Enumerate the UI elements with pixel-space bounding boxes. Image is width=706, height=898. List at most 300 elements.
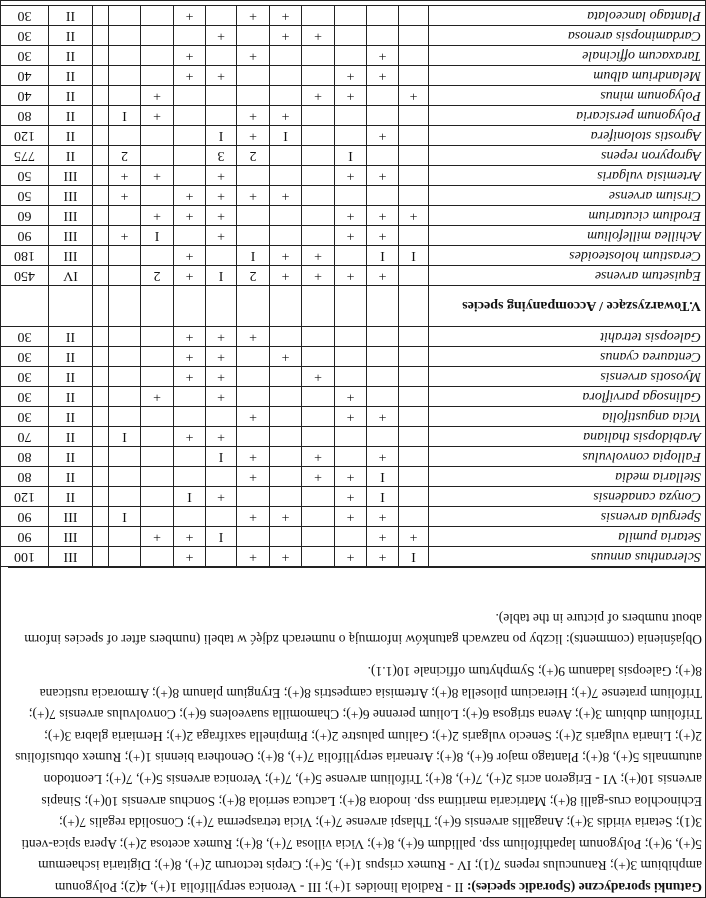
cover-cell: 30 [1, 6, 49, 26]
spacer-cell [93, 387, 109, 407]
constancy-cell: II [49, 106, 93, 126]
record-cell [206, 86, 237, 106]
table-row [1, 6, 706, 26]
spacer-cell [93, 487, 109, 507]
spacer-cell [93, 507, 109, 527]
record-cell [335, 327, 367, 347]
blank-cell [109, 286, 141, 327]
table-row [1, 447, 706, 467]
record-cell [206, 507, 237, 527]
record-cell [335, 347, 367, 367]
species-name: Achillea millefolium [429, 226, 706, 246]
comment-paragraph: Objaśnienia (comments): liczby po nazwach gatunków informują o numerach zdjęć w tabeli (numbers after of species inform about numbers of picture in the table). [24, 610, 702, 648]
record-cell: + [270, 246, 302, 266]
record-cell [237, 387, 270, 407]
spacer-cell [93, 407, 109, 427]
record-cell [174, 106, 206, 126]
spacer-cell [93, 547, 109, 567]
record-cell [141, 447, 174, 467]
record-cell: 2 [109, 146, 141, 166]
cover-cell: 50 [1, 166, 49, 186]
table-row [1, 407, 706, 427]
record-cell [141, 6, 174, 26]
constancy-cell: II [49, 447, 93, 467]
blank-cell [206, 286, 237, 327]
blank-cell [270, 286, 302, 327]
cover-cell: 80 [1, 447, 49, 467]
record-cell [367, 367, 399, 387]
species-name: Stellaria media [429, 467, 706, 487]
table-row [1, 547, 706, 567]
record-cell: + [399, 206, 429, 226]
record-cell [367, 6, 399, 26]
record-cell: + [174, 547, 206, 567]
record-cell [335, 126, 367, 146]
record-cell [367, 387, 399, 407]
record-cell [302, 487, 335, 507]
blank-cell [237, 286, 270, 327]
record-cell: I [206, 447, 237, 467]
record-cell [109, 26, 141, 46]
record-cell: + [399, 527, 429, 547]
record-cell: + [335, 206, 367, 226]
record-cell [174, 146, 206, 166]
spacer-cell [93, 106, 109, 126]
record-cell: I [109, 507, 141, 527]
record-cell [270, 447, 302, 467]
species-name: Fallopia convolvulus [429, 447, 706, 467]
spacer-cell [93, 327, 109, 347]
record-cell: + [367, 126, 399, 146]
record-cell: + [237, 126, 270, 146]
record-cell [335, 26, 367, 46]
record-cell [141, 427, 174, 447]
record-cell: + [174, 327, 206, 347]
record-cell: + [335, 166, 367, 186]
record-cell: I [206, 527, 237, 547]
record-cell: + [302, 246, 335, 266]
record-cell [237, 367, 270, 387]
record-cell: + [206, 226, 237, 246]
record-cell: + [206, 487, 237, 507]
record-cell: + [367, 527, 399, 547]
record-cell: + [237, 407, 270, 427]
constancy-cell: II [49, 467, 93, 487]
species-name: Equisetum arvense [429, 266, 706, 286]
record-cell: + [335, 467, 367, 487]
record-cell: I [237, 246, 270, 266]
record-cell [302, 387, 335, 407]
record-cell [174, 86, 206, 106]
record-cell [302, 427, 335, 447]
record-cell [237, 427, 270, 447]
constancy-cell: II [49, 387, 93, 407]
record-cell [109, 206, 141, 226]
record-cell [367, 427, 399, 447]
record-cell [367, 106, 399, 126]
record-cell [237, 487, 270, 507]
record-cell: + [174, 266, 206, 286]
record-cell [399, 487, 429, 507]
record-cell [399, 226, 429, 246]
record-cell: + [174, 186, 206, 206]
constancy-cell: II [49, 86, 93, 106]
species-name: Spergula arvensis [429, 507, 706, 527]
constancy-cell: III [49, 507, 93, 527]
record-cell: + [270, 266, 302, 286]
record-cell: + [367, 226, 399, 246]
record-cell: + [335, 86, 367, 106]
cover-cell: 450 [1, 266, 49, 286]
record-cell: + [367, 66, 399, 86]
record-cell: I [174, 487, 206, 507]
record-cell: I [367, 467, 399, 487]
constancy-cell: II [49, 367, 93, 387]
spacer-cell [93, 6, 109, 26]
record-cell [141, 146, 174, 166]
record-cell [399, 146, 429, 166]
record-cell: + [174, 527, 206, 547]
blank-cell [399, 286, 429, 327]
record-cell: + [206, 387, 237, 407]
record-cell: 2 [237, 146, 270, 166]
spacer-cell [93, 26, 109, 46]
species-name: Cardaminopsis arenosa [429, 26, 706, 46]
record-cell [302, 527, 335, 547]
table-row [1, 527, 706, 547]
record-cell [302, 407, 335, 427]
record-cell [335, 246, 367, 266]
table-row [1, 46, 706, 66]
record-cell [399, 427, 429, 447]
spacer-cell [93, 146, 109, 166]
record-cell [109, 6, 141, 26]
record-cell [367, 347, 399, 367]
record-cell [109, 447, 141, 467]
record-cell [174, 26, 206, 46]
record-cell [141, 367, 174, 387]
record-cell: + [237, 547, 270, 567]
record-cell [174, 407, 206, 427]
table-row [1, 186, 706, 206]
record-cell: + [302, 467, 335, 487]
cover-cell: 50 [1, 186, 49, 206]
record-cell [237, 226, 270, 246]
record-cell: + [237, 186, 270, 206]
record-cell [237, 347, 270, 367]
record-cell: + [270, 26, 302, 46]
record-cell [109, 46, 141, 66]
constancy-cell: II [49, 327, 93, 347]
record-cell: 2 [141, 266, 174, 286]
record-cell: + [335, 547, 367, 567]
record-cell [399, 367, 429, 387]
blank-cell [174, 286, 206, 327]
record-cell [399, 126, 429, 146]
spacer-cell [93, 427, 109, 447]
record-cell [302, 166, 335, 186]
record-cell: + [141, 86, 174, 106]
species-name: Cirsium arvense [429, 186, 706, 206]
record-cell: + [367, 46, 399, 66]
table-row [1, 226, 706, 246]
record-cell [302, 126, 335, 146]
record-cell: + [174, 367, 206, 387]
record-cell: + [367, 547, 399, 567]
record-cell: + [335, 387, 367, 407]
cover-cell: 120 [1, 487, 49, 507]
record-cell: + [206, 347, 237, 367]
record-cell: + [174, 6, 206, 26]
sporadic-text: II - Radiola linoides 1(+); III - Veronica serpyllifolia 1(+), 4(2); Polygonum amphibium 3(+); Ranunculus repens 7(1); IV - Rumex crispus 1(+), 5(+); Crepis tectorum 2(+), 8(+); Digitaria ischaemum 5(+), 9(+); Polygonum lapathifolium ssp. pallidum 6(+), 8(+); Vicia villosa 7(+), 8(+); Rumex acetosa 2(+); Apera spica-venti 3(1); Setaria viridis 3(+); Anagallis arvensis 6(+); Thlaspi arvense 7(+); Vicia tetrasperma 7(+); Consolida regalis 7(+); Echinochloa crus-galli 8(+); Matricaria maritima ssp. inodora 8(+); Lactuca serriola 8(+); Sonchus arvensis 10(+); Sinapis arvensis 10(+); VI - Erigeron acris 2(+), 7(+), 8(+); Trifolium arvense 5(+), 7(+); Veronica arvensis 5(+), 7(+); Leontodon autumnalis 5(+), 8(+); Plantago major 6(+), 8(+); Arenaria serpyllifolia 7(+), 8(+); Oenothera biennis 1(+); Rumex obtusifolius 2(+); Linaria vulgaris 2(+); Senecio vulgaris 2(+); Galium palustre 2(+); Pimpinella saxifraga 2(+); Herniaria glabra 3(+); Trifolium dubium 3(+); Avena strigosa 6(+); Lolium perenne 6(+); Chamomilla suaveolens 6(+); Convolvulus arvensis 7(+); Trifolium pratense 7(+); Hieracium pilosella 8(+); Artemisia campestris 8(+); Eryngium planum 8(+); Armoracia rusticana 8(+); Galeopsis ladanum 9(+); Symphytum officinale 10(1.1). [15, 664, 702, 895]
table-row [1, 387, 706, 407]
record-cell [335, 447, 367, 467]
constancy-cell: II [49, 146, 93, 166]
species-name: Arabidopsis thaliana [429, 427, 706, 447]
record-cell [335, 427, 367, 447]
table-row [1, 427, 706, 447]
record-cell: + [109, 186, 141, 206]
table-row [1, 106, 706, 126]
cover-cell: 40 [1, 86, 49, 106]
record-cell: + [302, 26, 335, 46]
record-cell [141, 547, 174, 567]
record-cell: + [270, 186, 302, 206]
record-cell: + [206, 327, 237, 347]
record-cell: + [367, 407, 399, 427]
record-cell [367, 186, 399, 206]
record-cell [335, 367, 367, 387]
record-cell: + [109, 226, 141, 246]
blank-cell [49, 286, 93, 327]
constancy-cell: III [49, 246, 93, 266]
record-cell: + [302, 266, 335, 286]
record-cell: + [237, 46, 270, 66]
constancy-cell: III [49, 166, 93, 186]
record-cell: + [367, 507, 399, 527]
record-cell [109, 86, 141, 106]
table-row [1, 206, 706, 226]
record-cell [109, 367, 141, 387]
record-cell [237, 86, 270, 106]
record-cell [141, 66, 174, 86]
record-cell: + [141, 206, 174, 226]
record-cell [141, 347, 174, 367]
record-cell [206, 6, 237, 26]
constancy-cell: II [49, 66, 93, 86]
blank-cell [302, 286, 335, 327]
record-cell: + [237, 327, 270, 347]
record-cell [109, 66, 141, 86]
record-cell: I [109, 427, 141, 447]
record-cell: + [270, 6, 302, 26]
cover-cell: 100 [1, 547, 49, 567]
record-cell [270, 226, 302, 246]
constancy-cell: II [49, 6, 93, 26]
record-cell [270, 146, 302, 166]
table-row [1, 166, 706, 186]
spacer-cell [93, 467, 109, 487]
record-cell [399, 447, 429, 467]
record-cell [270, 46, 302, 66]
record-cell [399, 186, 429, 206]
section-header: V.Towarzyszące / Accompanying species [429, 286, 706, 327]
record-cell [109, 246, 141, 266]
constancy-cell: II [49, 46, 93, 66]
record-cell [237, 26, 270, 46]
record-cell: + [237, 106, 270, 126]
record-cell [237, 527, 270, 547]
record-cell: + [141, 527, 174, 547]
constancy-cell: IV [49, 266, 93, 286]
record-cell [399, 507, 429, 527]
record-cell: + [206, 206, 237, 226]
record-cell: + [206, 427, 237, 447]
table-row [1, 126, 706, 146]
species-name: Conyza canadensis [429, 487, 706, 507]
record-cell: I [399, 246, 429, 266]
species-name: Setaria pumila [429, 527, 706, 547]
record-cell: + [206, 186, 237, 206]
record-cell [335, 527, 367, 547]
table-row [1, 86, 706, 106]
record-cell: I [270, 126, 302, 146]
constancy-cell: II [49, 427, 93, 447]
cover-cell: 180 [1, 246, 49, 266]
table-row [1, 367, 706, 387]
species-name: Agrostis stolonifera [429, 126, 706, 146]
spacer-cell [93, 266, 109, 286]
record-cell [302, 347, 335, 367]
constancy-cell: II [49, 407, 93, 427]
table-row [1, 26, 706, 46]
record-cell: 2 [237, 266, 270, 286]
record-cell [270, 407, 302, 427]
record-cell [399, 166, 429, 186]
record-cell: + [302, 86, 335, 106]
record-cell [206, 547, 237, 567]
record-cell: + [335, 487, 367, 507]
sporadic-label: Gatunki sporadyczne (Sporadic species): [466, 880, 702, 895]
blank-cell [141, 286, 174, 327]
table-row [1, 246, 706, 266]
record-cell [141, 507, 174, 527]
table-row [1, 347, 706, 367]
cover-cell: 90 [1, 226, 49, 246]
record-cell [174, 467, 206, 487]
record-cell [270, 367, 302, 387]
record-cell [399, 66, 429, 86]
record-cell [367, 146, 399, 166]
record-cell [399, 6, 429, 26]
record-cell [141, 46, 174, 66]
record-cell [141, 487, 174, 507]
record-cell: + [174, 66, 206, 86]
sporadic-species-paragraph [12, 660, 702, 898]
cover-cell: 30 [1, 387, 49, 407]
record-cell: + [174, 206, 206, 226]
record-cell: + [270, 106, 302, 126]
record-cell [270, 487, 302, 507]
species-name: Plantago lanceolata [429, 6, 706, 26]
species-name: Galeopsis tetrahit [429, 327, 706, 347]
table-row [1, 266, 706, 286]
record-cell: + [141, 387, 174, 407]
species-name: Scleranthus annuus [429, 547, 706, 567]
record-cell: 3 [206, 146, 237, 166]
species-name: Polygonum persicaria [429, 106, 706, 126]
constancy-cell: II [49, 347, 93, 367]
blank-cell [1, 286, 49, 327]
record-cell [109, 347, 141, 367]
species-table [0, 5, 706, 567]
record-cell [141, 126, 174, 146]
table-row [1, 487, 706, 507]
species-name: Centaurea cyanus [429, 347, 706, 367]
table-row [1, 327, 706, 347]
spacer-cell [93, 46, 109, 66]
record-cell [399, 387, 429, 407]
constancy-cell: II [49, 126, 93, 146]
spacer-cell [93, 527, 109, 547]
spacer-cell [93, 186, 109, 206]
record-cell: + [174, 347, 206, 367]
spacer-cell [93, 246, 109, 266]
cover-cell: 30 [1, 407, 49, 427]
record-cell: I [206, 126, 237, 146]
record-cell [302, 206, 335, 226]
record-cell [206, 106, 237, 126]
cover-cell: 60 [1, 206, 49, 226]
record-cell: + [206, 367, 237, 387]
record-cell [270, 66, 302, 86]
record-cell: + [206, 26, 237, 46]
record-cell [399, 327, 429, 347]
cover-cell: 40 [1, 66, 49, 86]
species-name: Taraxacum officinale [429, 46, 706, 66]
record-cell [367, 26, 399, 46]
record-cell: + [174, 427, 206, 447]
record-cell: + [237, 467, 270, 487]
record-cell: + [367, 206, 399, 226]
record-cell: + [399, 86, 429, 106]
record-cell [237, 206, 270, 226]
record-cell: + [237, 447, 270, 467]
record-cell [270, 166, 302, 186]
record-cell [270, 86, 302, 106]
record-cell [206, 46, 237, 66]
record-cell [141, 246, 174, 266]
record-cell: + [335, 66, 367, 86]
record-cell [109, 547, 141, 567]
record-cell [367, 327, 399, 347]
spacer-cell [93, 226, 109, 246]
record-cell [141, 327, 174, 347]
cover-cell: 70 [1, 427, 49, 447]
record-cell: + [302, 367, 335, 387]
record-cell [399, 407, 429, 427]
species-name: Galinsoga parviflora [429, 387, 706, 407]
record-cell: + [206, 166, 237, 186]
constancy-cell: III [49, 527, 93, 547]
spacer-cell [93, 166, 109, 186]
cover-cell: 90 [1, 527, 49, 547]
record-cell [302, 226, 335, 246]
record-cell [109, 126, 141, 146]
spacer-cell [93, 447, 109, 467]
cover-cell: 80 [1, 467, 49, 487]
record-cell: I [367, 246, 399, 266]
